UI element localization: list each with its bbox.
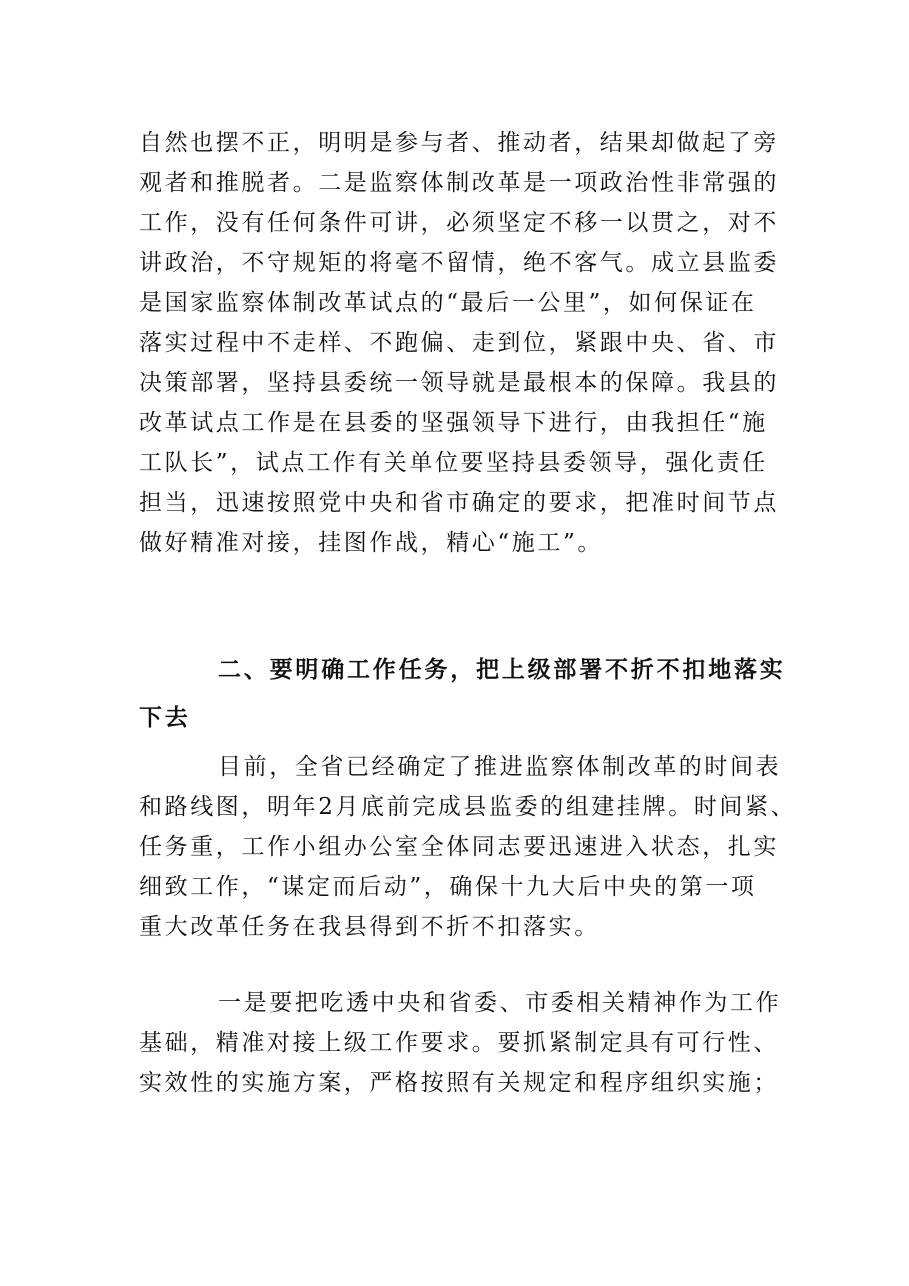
text-line: 和路线图，明年2月底前完成县监委的组建挂牌。时间紧、 — [139, 794, 797, 820]
text-line: 实效性的实施方案，严格按照有关规定和程序组织实施； — [139, 1070, 779, 1096]
text-line: 做好精准对接，挂图作战，精心“施工”。 — [139, 530, 603, 556]
text-line: 自然也摆不正，明明是参与者、推动者，结果却做起了旁 — [139, 130, 779, 156]
text-line: 讲政治，不守规矩的将毫不留情，绝不客气。成立县监委 — [139, 250, 779, 276]
text-line: 是国家监察体制改革试点的“最后一公里”，如何保证在 — [139, 290, 757, 316]
heading-line: 二、要明确工作任务，把上级部署不折不扣地落实 — [218, 657, 786, 683]
heading-line: 下去 — [139, 705, 191, 731]
text-line: 改革试点工作是在县委的坚强领导下进行，由我担任“施 — [139, 410, 768, 436]
paragraph-1 — [139, 123, 779, 563]
text-line: 细致工作，“谋定而后动”，确保十九大后中央的第一项 — [139, 874, 757, 900]
paragraph-2 — [139, 747, 797, 947]
text-line: 工作，没有任何条件可讲，必须坚定不移一以贯之，对不 — [139, 210, 779, 236]
text-line: 担当，迅速按照党中央和省市确定的要求，把准时间节点 — [139, 490, 779, 516]
text-line: 工队长”，试点工作有关单位要坚持县委领导，强化责任 — [139, 450, 768, 476]
text-line: 任务重，工作小组办公室全体同志要迅速进入状态，扎实 — [139, 834, 779, 860]
text-line: 目前，全省已经确定了推进监察体制改革的时间表 — [218, 754, 782, 780]
text-line: 重大改革任务在我县得到不折不扣落实。 — [139, 914, 600, 940]
text-line: 基础，精准对接上级工作要求。要抓紧制定具有可行性、 — [139, 1030, 779, 1056]
text-line: 一是要把吃透中央和省委、市委相关精神作为工作 — [218, 990, 782, 1016]
text-line: 决策部署，坚持县委统一领导就是最根本的保障。我县的 — [139, 370, 779, 396]
section-heading — [139, 650, 786, 738]
paragraph-3 — [139, 983, 782, 1103]
text-line: 落实过程中不走样、不跑偏、走到位，紧跟中央、省、市 — [139, 330, 779, 356]
text-line: 观者和推脱者。二是监察体制改革是一项政治性非常强的 — [139, 170, 779, 196]
